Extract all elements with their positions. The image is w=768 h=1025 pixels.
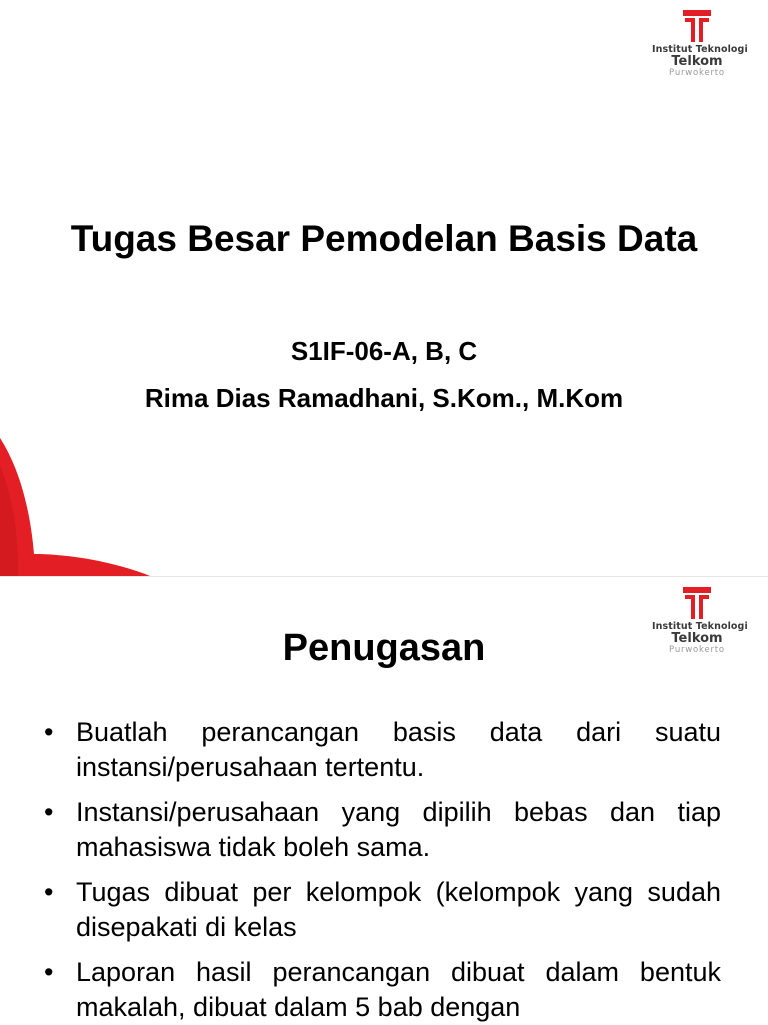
logo-line-1: Institut Teknologi (652, 621, 748, 632)
telkom-logo-icon (683, 10, 711, 42)
bullet-text: Buatlah perancangan basis data dari suatu instansi/perusahaan tertentu. (76, 717, 721, 782)
assignment-slide (0, 576, 768, 1025)
red-corner-decoration (0, 426, 170, 576)
logo-line-2: Telkom (671, 54, 723, 69)
institution-logo (652, 10, 748, 78)
bullet-item (44, 875, 721, 945)
bullet-text: Instansi/perusahaan yang dipilih bebas dan tiap mahasiswa tidak boleh sama. (76, 797, 721, 862)
logo-line-1: Institut Teknologi (652, 44, 748, 55)
bullet-glyph: • (44, 717, 54, 747)
bullet-item (44, 715, 721, 785)
slide-heading: Penugasan (282, 627, 486, 669)
telkom-logo-icon (683, 587, 711, 619)
bullet-text: Tugas dibuat per kelompok (kelompok yang sudah disepakati di kelas (76, 877, 721, 942)
lecturer-name: Rima Dias Ramadhani, S.Kom., M.Kom (144, 383, 624, 413)
bullet-glyph: • (44, 957, 54, 987)
logo-line-3: Purwokerto (669, 645, 725, 655)
bullet-item (44, 795, 721, 865)
slide-title: Tugas Besar Pemodelan Basis Data (70, 218, 698, 259)
bullet-list (44, 715, 721, 1025)
class-line: S1IF-06-A, B, C (290, 336, 478, 366)
logo-line-2: Telkom (671, 631, 723, 646)
logo-line-3: Purwokerto (669, 68, 725, 78)
bullet-glyph: • (44, 797, 54, 827)
bullet-glyph: • (44, 877, 54, 907)
bullet-text: Laporan hasil perancangan dibuat dalam bentuk makalah, dibuat dalam 5 bab dengan (76, 957, 721, 1022)
bullet-item (44, 955, 721, 1025)
